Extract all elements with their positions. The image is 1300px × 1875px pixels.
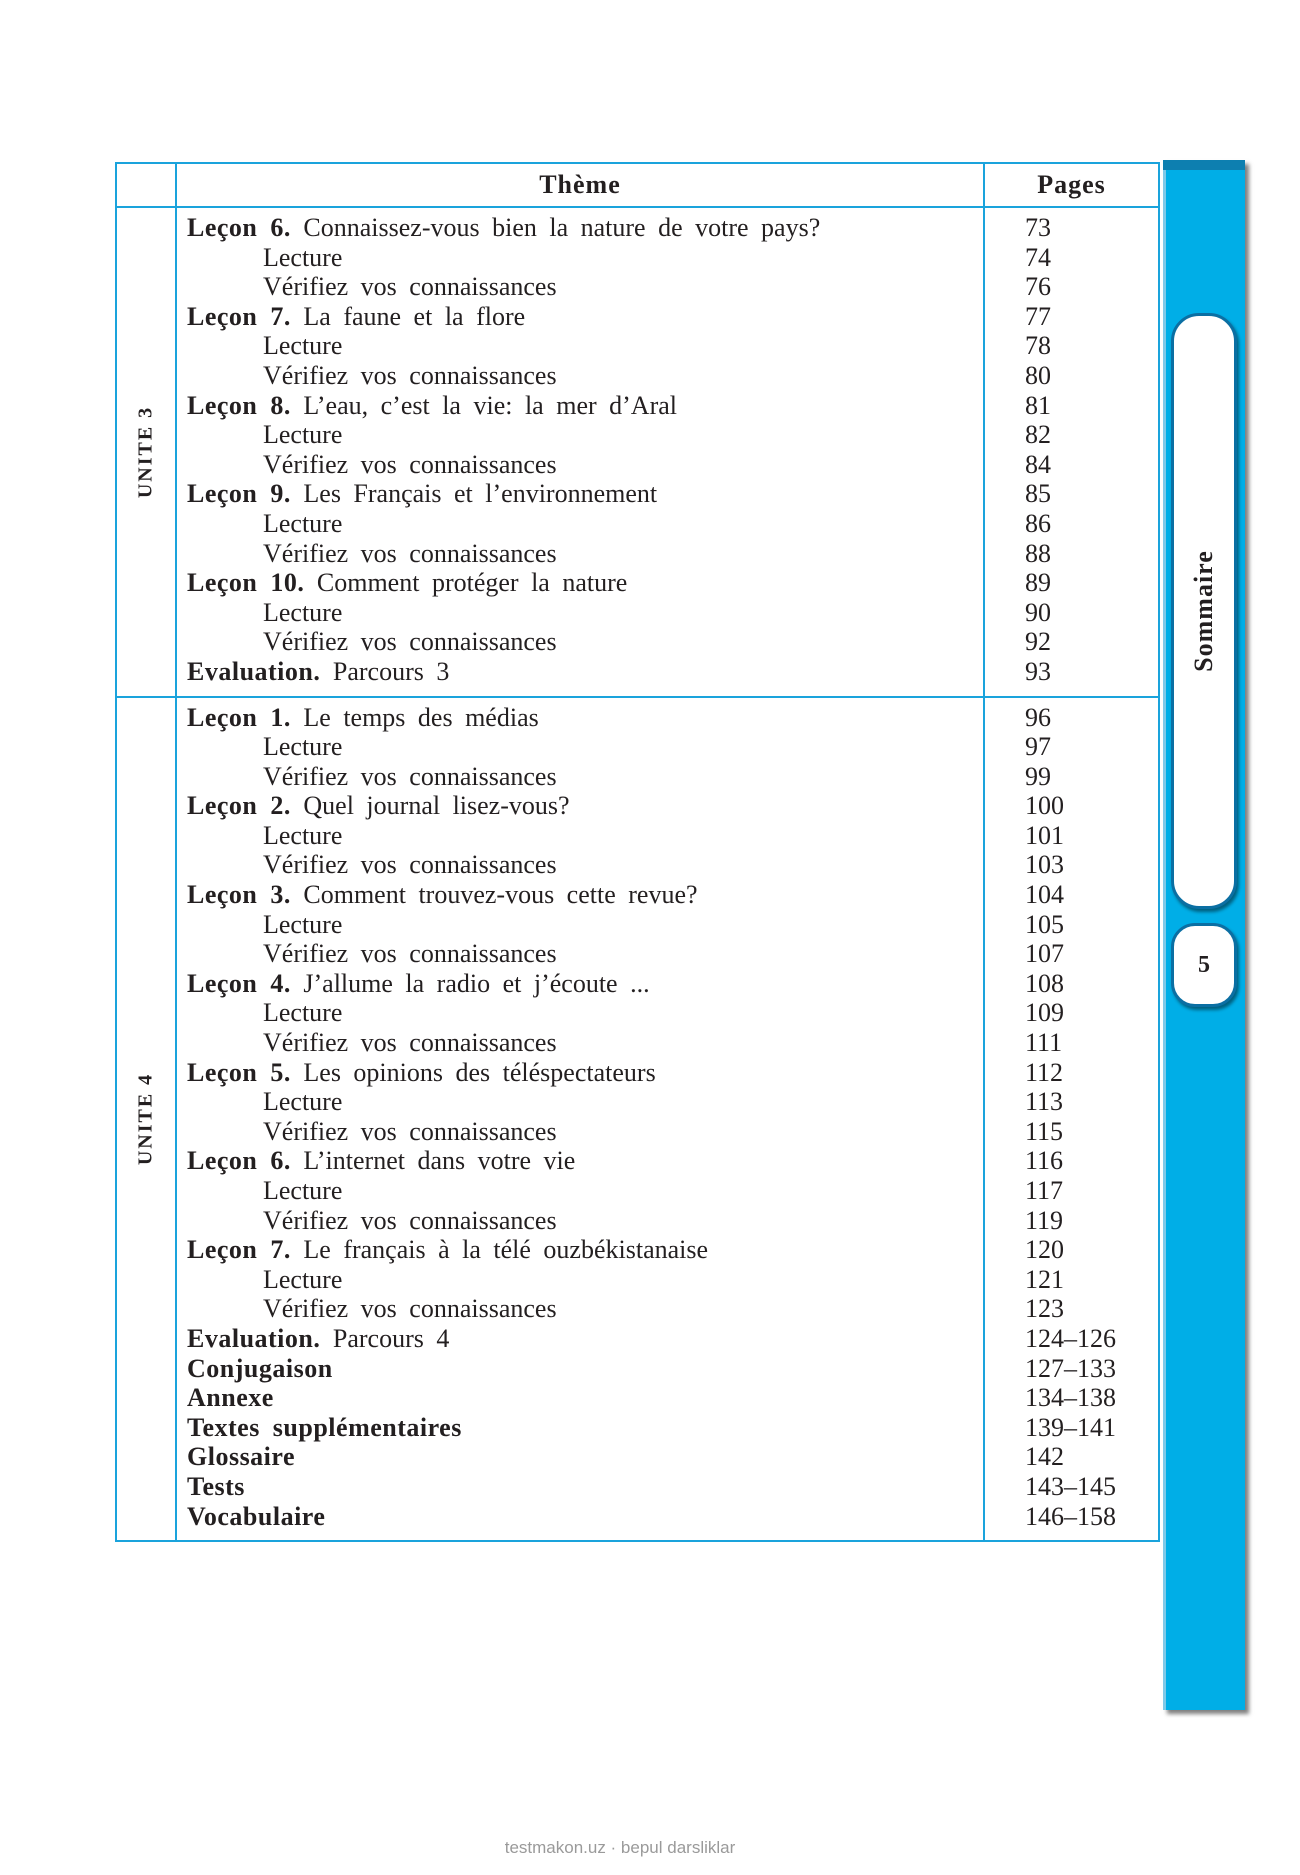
lesson-entry — [187, 969, 983, 999]
sub-entry: Lecture — [263, 998, 343, 1028]
sommaire-tab[interactable] — [1171, 313, 1237, 909]
lesson-title: Connaissez-vous bien la nature de votre pays? — [290, 213, 821, 242]
page-number: 97 — [1025, 732, 1051, 762]
lesson-title: L’internet dans votre vie — [290, 1146, 576, 1176]
page-number: 81 — [1025, 390, 1051, 420]
page-number: 96 — [1025, 702, 1051, 732]
page-number: 116 — [1025, 1146, 1064, 1176]
page-number: 119 — [1025, 1205, 1064, 1235]
sub-entry: Vérifiez vos connaissances — [263, 1205, 557, 1235]
lesson-title: Comment protéger la nature — [304, 568, 628, 598]
lesson-entry — [187, 302, 983, 332]
section-entry: Vocabulaire — [187, 1501, 326, 1531]
page-number: 134–138 — [1025, 1383, 1116, 1413]
page-number: 78 — [1025, 331, 1051, 361]
unit-label: UNITE 4 — [134, 1072, 157, 1165]
unit-label-cell — [116, 697, 176, 1542]
page-list — [985, 208, 1158, 696]
page-number: 92 — [1025, 627, 1051, 657]
sub-entry: Lecture — [263, 1176, 343, 1205]
page-number: 139–141 — [1025, 1412, 1116, 1442]
page-number: 115 — [1025, 1116, 1064, 1146]
unit-section-3 — [116, 207, 1159, 697]
page-number: 105 — [1025, 909, 1064, 939]
lesson-list — [177, 208, 983, 696]
sub-entry: Vérifiez vos connaissances — [263, 761, 557, 791]
page-number: 111 — [1025, 1028, 1063, 1058]
header-pages: Pages — [984, 163, 1159, 207]
section-entry: Textes supplémentaires — [187, 1412, 462, 1442]
page-number: 124–126 — [1025, 1323, 1116, 1353]
sub-entry: Vérifiez vos connaissances — [263, 627, 557, 657]
lesson-entry — [187, 1058, 983, 1088]
table-of-contents — [115, 162, 1160, 1542]
page-number: 121 — [1025, 1264, 1064, 1294]
sub-entry: Lecture — [263, 820, 343, 850]
sub-entry: Vérifiez vos connaissances — [263, 360, 557, 390]
page-number: 73 — [1025, 213, 1051, 242]
header-theme: Thème — [176, 163, 984, 207]
lesson-title: Parcours 4 — [320, 1323, 450, 1353]
pages-cell — [984, 207, 1159, 697]
lesson-entry — [187, 657, 983, 687]
page-number: 123 — [1025, 1294, 1064, 1324]
page-number: 143–145 — [1025, 1471, 1116, 1501]
lesson-title: Le français à la télé ouzbékistanaise — [290, 1235, 709, 1265]
lesson-title: Le temps des médias — [290, 702, 539, 732]
page-number: 90 — [1025, 597, 1051, 627]
lesson-entry — [187, 391, 983, 421]
footer-watermark: testmakon.uz · bepul darsliklar — [504, 1838, 736, 1857]
lesson-number: Leçon 7. — [187, 301, 291, 331]
sub-entry: Lecture — [263, 597, 343, 627]
sub-entry: Lecture — [263, 909, 343, 939]
page-number: 82 — [1025, 420, 1051, 450]
theme-cell — [176, 207, 984, 697]
lesson-entry — [187, 791, 983, 821]
lesson-number: Leçon 2. — [187, 791, 291, 821]
lesson-number: Leçon 8. — [187, 390, 291, 420]
header-row — [116, 163, 1159, 207]
sub-entry: Vérifiez vos connaissances — [263, 939, 557, 969]
sub-entry: Vérifiez vos connaissances — [263, 538, 557, 568]
page-number: 99 — [1025, 761, 1051, 791]
page-number: 103 — [1025, 850, 1064, 880]
sub-entry: Vérifiez vos connaissances — [263, 1294, 557, 1324]
lesson-number: Leçon 6. — [187, 213, 291, 242]
lesson-list — [177, 698, 983, 1541]
side-tab — [1163, 160, 1245, 1710]
sub-entry: Vérifiez vos connaissances — [263, 449, 557, 479]
sub-entry: Vérifiez vos connaissances — [263, 272, 557, 302]
lesson-number: Leçon 3. — [187, 880, 291, 910]
lesson-number: Leçon 4. — [187, 968, 291, 998]
sub-entry: Lecture — [263, 508, 343, 538]
page-number: 88 — [1025, 538, 1051, 568]
section-entry: Conjugaison — [187, 1353, 333, 1383]
lesson-entry — [187, 703, 983, 733]
page-number: 127–133 — [1025, 1353, 1116, 1383]
lesson-title: J’allume la radio et j’écoute ... — [290, 968, 650, 998]
lesson-number: Evaluation. — [187, 1323, 321, 1353]
page-number: 93 — [1025, 656, 1051, 686]
lesson-number: Leçon 9. — [187, 479, 291, 509]
lesson-number: Leçon 1. — [187, 702, 291, 732]
lesson-number: Leçon 6. — [187, 1146, 291, 1176]
header-unit-cell — [116, 163, 176, 207]
page-number: 112 — [1025, 1057, 1064, 1087]
page-number: 74 — [1025, 242, 1051, 272]
lesson-entry — [187, 880, 983, 910]
pages-cell — [984, 697, 1159, 1542]
page-number: 100 — [1025, 791, 1064, 821]
page-number: 89 — [1025, 568, 1051, 598]
sub-entry: Lecture — [263, 242, 343, 272]
page-number: 77 — [1025, 301, 1051, 331]
section-entry: Glossaire — [187, 1442, 296, 1472]
lesson-title: Quel journal lisez-vous? — [290, 791, 570, 821]
unit-label: UNITE 3 — [134, 405, 157, 498]
page-number: 108 — [1025, 968, 1064, 998]
lesson-number: Leçon 7. — [187, 1235, 291, 1265]
lesson-title: L’eau, c’est la vie: la mer d’Aral — [290, 390, 677, 420]
sub-entry: Lecture — [263, 1087, 343, 1117]
lesson-entry — [187, 1146, 983, 1176]
lesson-entry — [187, 1324, 983, 1354]
lesson-entry — [187, 213, 983, 243]
page-number: 142 — [1025, 1442, 1064, 1472]
lesson-number: Evaluation. — [187, 656, 321, 686]
lesson-number: Leçon 10. — [187, 568, 305, 598]
page-number: 76 — [1025, 272, 1051, 302]
section-entry: Annexe — [187, 1383, 274, 1413]
page-number: 86 — [1025, 508, 1051, 538]
page-number: 85 — [1025, 479, 1051, 509]
theme-cell — [176, 697, 984, 1542]
page-number: 107 — [1025, 939, 1064, 969]
lesson-entry — [187, 479, 983, 509]
page-number: 113 — [1025, 1087, 1064, 1117]
section-entry: Tests — [187, 1471, 245, 1501]
page-number: 120 — [1025, 1235, 1064, 1265]
lesson-title: Parcours 3 — [320, 656, 450, 686]
unit-section-4 — [116, 697, 1159, 1542]
lesson-title: Comment trouvez-vous cette revue? — [290, 880, 698, 910]
sub-entry: Lecture — [263, 1264, 343, 1294]
unit-label-cell — [116, 207, 176, 697]
sub-entry: Vérifiez vos connaissances — [263, 850, 557, 880]
lesson-entry — [187, 1235, 983, 1265]
page-number: 117 — [1025, 1176, 1064, 1205]
sub-entry: Vérifiez vos connaissances — [263, 1028, 557, 1058]
lesson-entry — [187, 568, 983, 598]
page-list — [985, 698, 1158, 1541]
sub-entry: Lecture — [263, 420, 343, 450]
page-number: 109 — [1025, 998, 1064, 1028]
lesson-title: Les opinions des téléspectateurs — [290, 1057, 656, 1087]
sub-entry: Lecture — [263, 732, 343, 762]
page-number: 146–158 — [1025, 1501, 1116, 1531]
sommaire-label: Sommaire — [1189, 550, 1218, 672]
sub-entry: Vérifiez vos connaissances — [263, 1116, 557, 1146]
page-number: 80 — [1025, 360, 1051, 390]
lesson-title: La faune et la flore — [290, 301, 526, 331]
page-number: 84 — [1025, 449, 1051, 479]
lesson-number: Leçon 5. — [187, 1057, 291, 1087]
side-tab-edge — [1163, 160, 1245, 170]
lesson-title: Les Français et l’environnement — [290, 479, 658, 509]
sub-entry: Lecture — [263, 331, 343, 361]
page-number: 101 — [1025, 820, 1064, 850]
page-number: 104 — [1025, 880, 1064, 910]
page-number-badge: 5 — [1171, 923, 1237, 1007]
